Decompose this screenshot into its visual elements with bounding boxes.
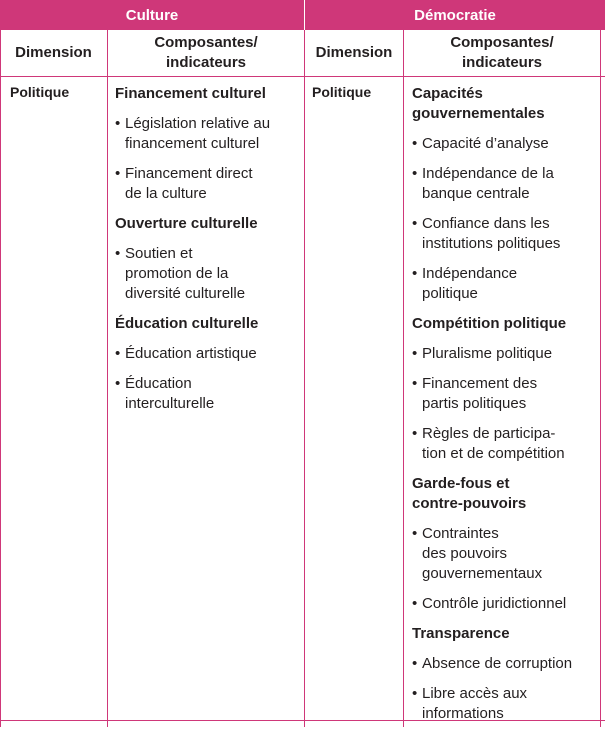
item-line: Financement des: [422, 375, 538, 392]
list-item: [412, 654, 598, 674]
culture-group-title: Ouverture culturelle: [115, 215, 258, 232]
democratie-components-header: [404, 30, 600, 76]
list-item: [115, 344, 295, 364]
democratie-group-title: [412, 84, 598, 124]
item-line: des pouvoirs: [422, 545, 508, 562]
header-divider: [304, 0, 305, 30]
item-line: politique: [422, 285, 478, 302]
bullet-icon: •: [412, 165, 418, 182]
bullet-icon: •: [412, 215, 418, 232]
group-title-line: gouvernementales: [412, 105, 545, 122]
culture-components-cell: [115, 84, 295, 424]
item-line: institutions politiques: [422, 235, 561, 252]
item-line: Contraintes: [422, 525, 499, 542]
list-item: [412, 164, 598, 204]
democratie-components-header-line1: Composantes/: [450, 34, 554, 51]
democratie-dimension-header: [305, 30, 403, 76]
group-title-line: contre-pouvoirs: [412, 495, 527, 512]
group-title-line: Garde-fous et: [412, 475, 510, 492]
list-item: [412, 134, 598, 154]
democratie-title: Démocratie: [414, 6, 496, 24]
bullet-icon: •: [412, 685, 418, 702]
culture-dimension-cell: Politique: [10, 84, 70, 100]
bullet-icon: •: [412, 655, 418, 672]
item-line: Absence de corruption: [422, 655, 573, 672]
list-item: [412, 374, 598, 414]
list-item: [115, 244, 295, 304]
bullet-icon: •: [115, 165, 121, 182]
democratie-group-title: [412, 624, 598, 644]
democratie-header: [305, 0, 605, 30]
culture-header: [0, 0, 304, 30]
item-line: Règles de participa-: [422, 425, 556, 442]
item-line: Indépendance de la: [422, 165, 554, 182]
culture-components-header-line2: indicateurs: [165, 54, 247, 71]
divider-democratie-dim: [403, 30, 404, 727]
bullet-icon: •: [115, 115, 121, 132]
culture-components-header-line1: Composantes/: [154, 34, 258, 51]
list-item: [115, 164, 295, 204]
item-line: financement culturel: [125, 135, 260, 152]
culture-dimension-header: [0, 30, 107, 76]
bullet-icon: •: [115, 375, 121, 392]
divider-middle: [304, 30, 305, 727]
list-item: [412, 424, 598, 464]
culture-components-header: [108, 30, 304, 76]
list-item: [412, 344, 598, 364]
democratie-components-header-line2: indicateurs: [461, 54, 543, 71]
bullet-icon: •: [115, 245, 121, 262]
democratie-dimension-cell: Politique: [312, 84, 372, 100]
list-item: [412, 264, 598, 304]
item-line: Indépendance: [422, 265, 518, 282]
border-left: [0, 30, 1, 727]
democratie-group-title: [412, 474, 598, 514]
bullet-icon: •: [412, 525, 418, 542]
bullet-icon: •: [412, 425, 418, 442]
item-line: promotion de la: [125, 265, 229, 282]
culture-dimension-header-label: Dimension: [15, 44, 92, 61]
bullet-icon: •: [412, 135, 418, 152]
item-line: Éducation: [125, 375, 192, 392]
item-line: Capacité d’analyse: [422, 135, 549, 152]
item-line: Pluralisme politique: [422, 345, 553, 362]
list-item: [412, 524, 598, 584]
item-line: interculturelle: [125, 395, 215, 412]
bullet-icon: •: [412, 345, 418, 362]
list-item: [412, 594, 598, 614]
item-line: gouvernementaux: [422, 565, 543, 582]
democratie-dimension-header-label: Dimension: [315, 44, 393, 61]
culture-group-title: Financement culturel: [115, 85, 266, 102]
item-line: banque centrale: [422, 185, 530, 202]
item-line: informations: [422, 705, 504, 722]
list-item: [115, 114, 295, 154]
item-line: Contrôle juridictionnel: [422, 595, 567, 612]
democratie-components-cell: [412, 84, 598, 734]
bullet-icon: •: [115, 345, 121, 362]
bullet-icon: •: [412, 595, 418, 612]
culture-group-title: Éducation culturelle: [115, 315, 259, 332]
group-title-line: Transparence: [412, 625, 510, 642]
item-line: partis politiques: [422, 395, 527, 412]
item-line: tion et de compétition: [422, 445, 565, 462]
list-item: [412, 214, 598, 254]
header-bottom-border: [0, 76, 605, 77]
item-line: Éducation artistique: [125, 345, 257, 362]
bullet-icon: •: [412, 265, 418, 282]
group-title-line: Compétition politique: [412, 315, 567, 332]
item-line: Financement direct: [125, 165, 253, 182]
culture-title: Culture: [125, 6, 179, 24]
item-line: Législation relative au: [125, 115, 271, 132]
item-line: Libre accès aux: [422, 685, 528, 702]
list-item: [412, 684, 598, 724]
item-line: diversité culturelle: [125, 285, 246, 302]
group-title-line: Capacités: [412, 85, 483, 102]
border-right: [600, 30, 601, 727]
bullet-icon: •: [412, 375, 418, 392]
item-line: de la culture: [125, 185, 207, 202]
list-item: [115, 374, 295, 414]
divider-culture-dim: [107, 30, 108, 727]
item-line: Soutien et: [125, 245, 193, 262]
democratie-group-title: [412, 314, 598, 334]
item-line: Confiance dans les: [422, 215, 550, 232]
